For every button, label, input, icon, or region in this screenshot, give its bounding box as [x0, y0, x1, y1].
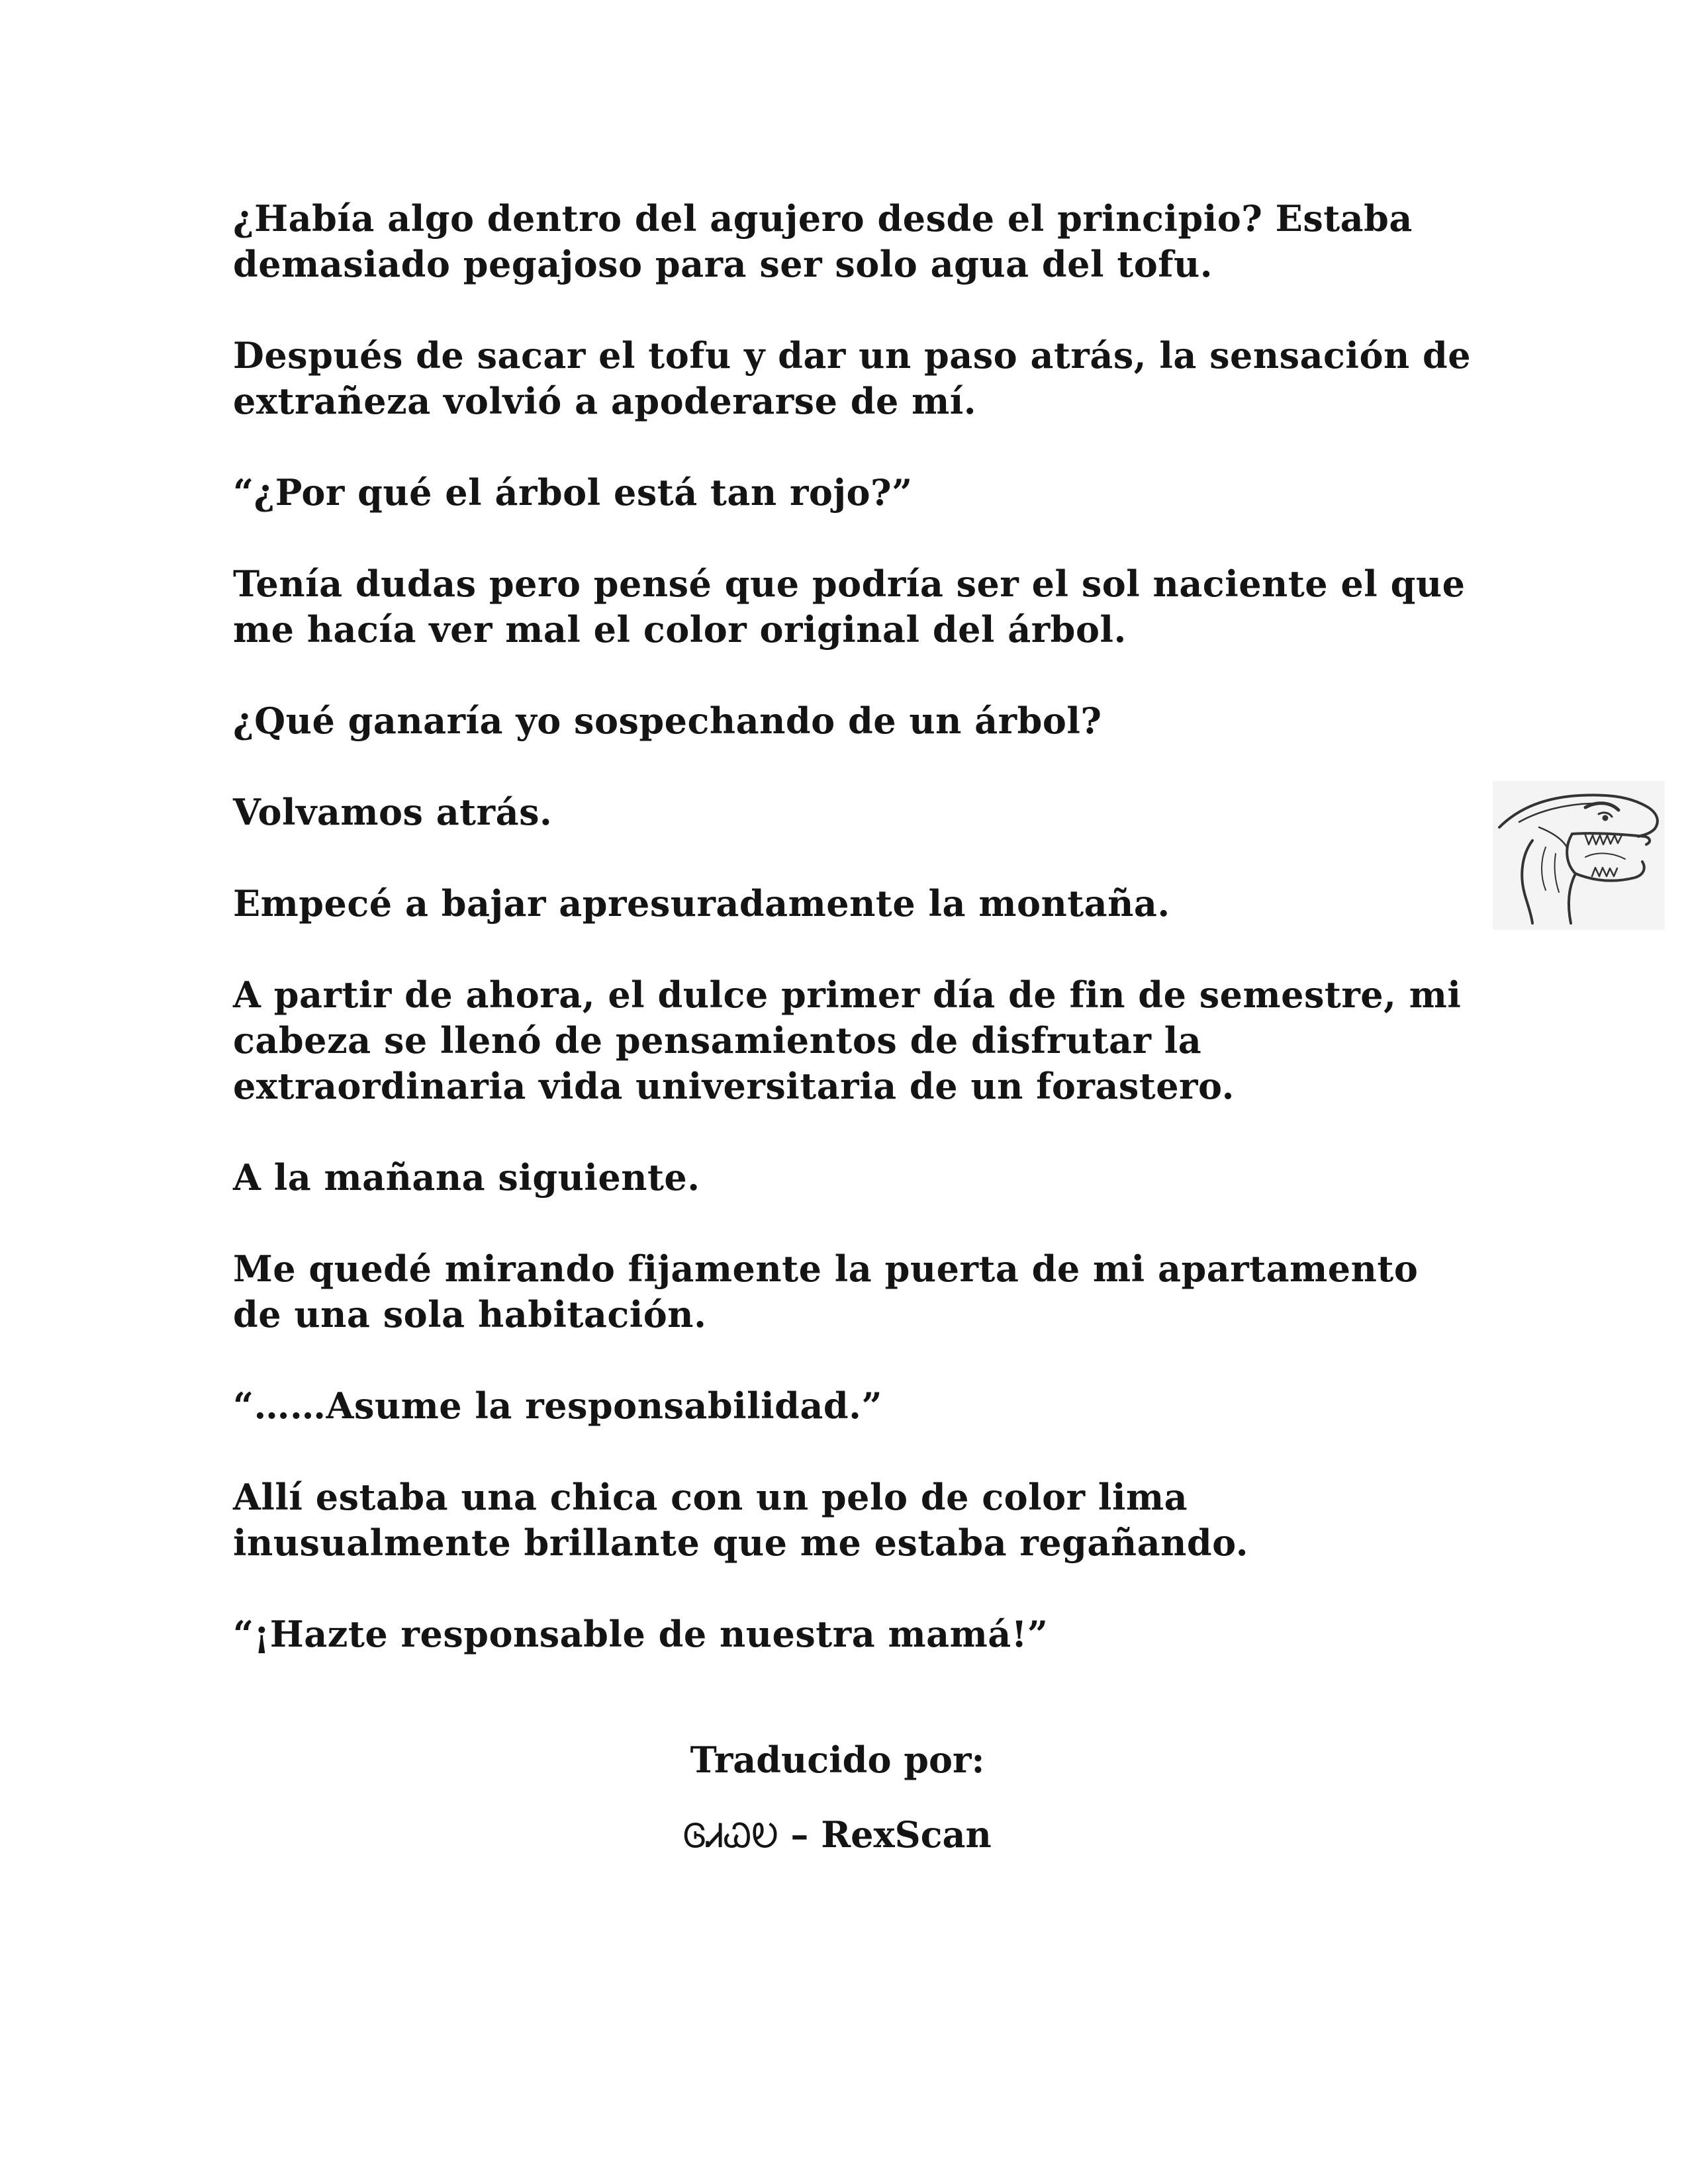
group-name: RexScan [821, 1813, 992, 1856]
paragraph: Empecé a bajar apresuradamente la montaña. [233, 882, 1170, 925]
credits-label: Traducido por: [690, 1739, 985, 1781]
t-rex-head-icon [1493, 781, 1665, 930]
document-body [233, 196, 1477, 1703]
paragraph: “¿Por qué el árbol está tan rojo?” [233, 471, 913, 514]
paragraph: Me quedé mirando fijamente la puerta de mi apartamento de una sola habitación. [233, 1248, 1419, 1336]
paragraph: “……Asume la responsabilidad.” [233, 1385, 883, 1427]
paragraph: A partir de ahora, el dulce primer día de fin de semestre, mi cabeza se llenó de pensamientos de disfrutar la extraordinaria vida universitaria de un forastero. [233, 974, 1462, 1107]
credits-separator: – [778, 1813, 821, 1856]
credits-line [0, 1812, 1681, 1859]
paragraph: Después de sacar el tofu y dar un paso atrás, la sensación de extrañeza volvió a apoderarse de mí. [233, 334, 1472, 422]
paragraph: ¿Qué ganaría yo sospechando de un árbol? [233, 700, 1102, 742]
paragraph: Tenía dudas pero pensé que podría ser el sol naciente el que me hacía ver mal el color original del árbol. [233, 563, 1466, 651]
paragraph: Allí estaba una chica con un pelo de color lima inusualmente brillante que me estaba regañando. [233, 1476, 1249, 1564]
paragraph: ¿Había algo dentro del agujero desde el principio? Estaba demasiado pegajoso para ser solo agua del tofu. [233, 197, 1413, 285]
paragraph: “¡Hazte responsable de nuestra mamá!” [233, 1613, 1049, 1655]
paragraph: Volvamos atrás. [233, 791, 553, 833]
paragraph: A la mañana siguiente. [233, 1156, 700, 1199]
translator-handle: ᎶᏗᏇᎧ [683, 1817, 778, 1855]
